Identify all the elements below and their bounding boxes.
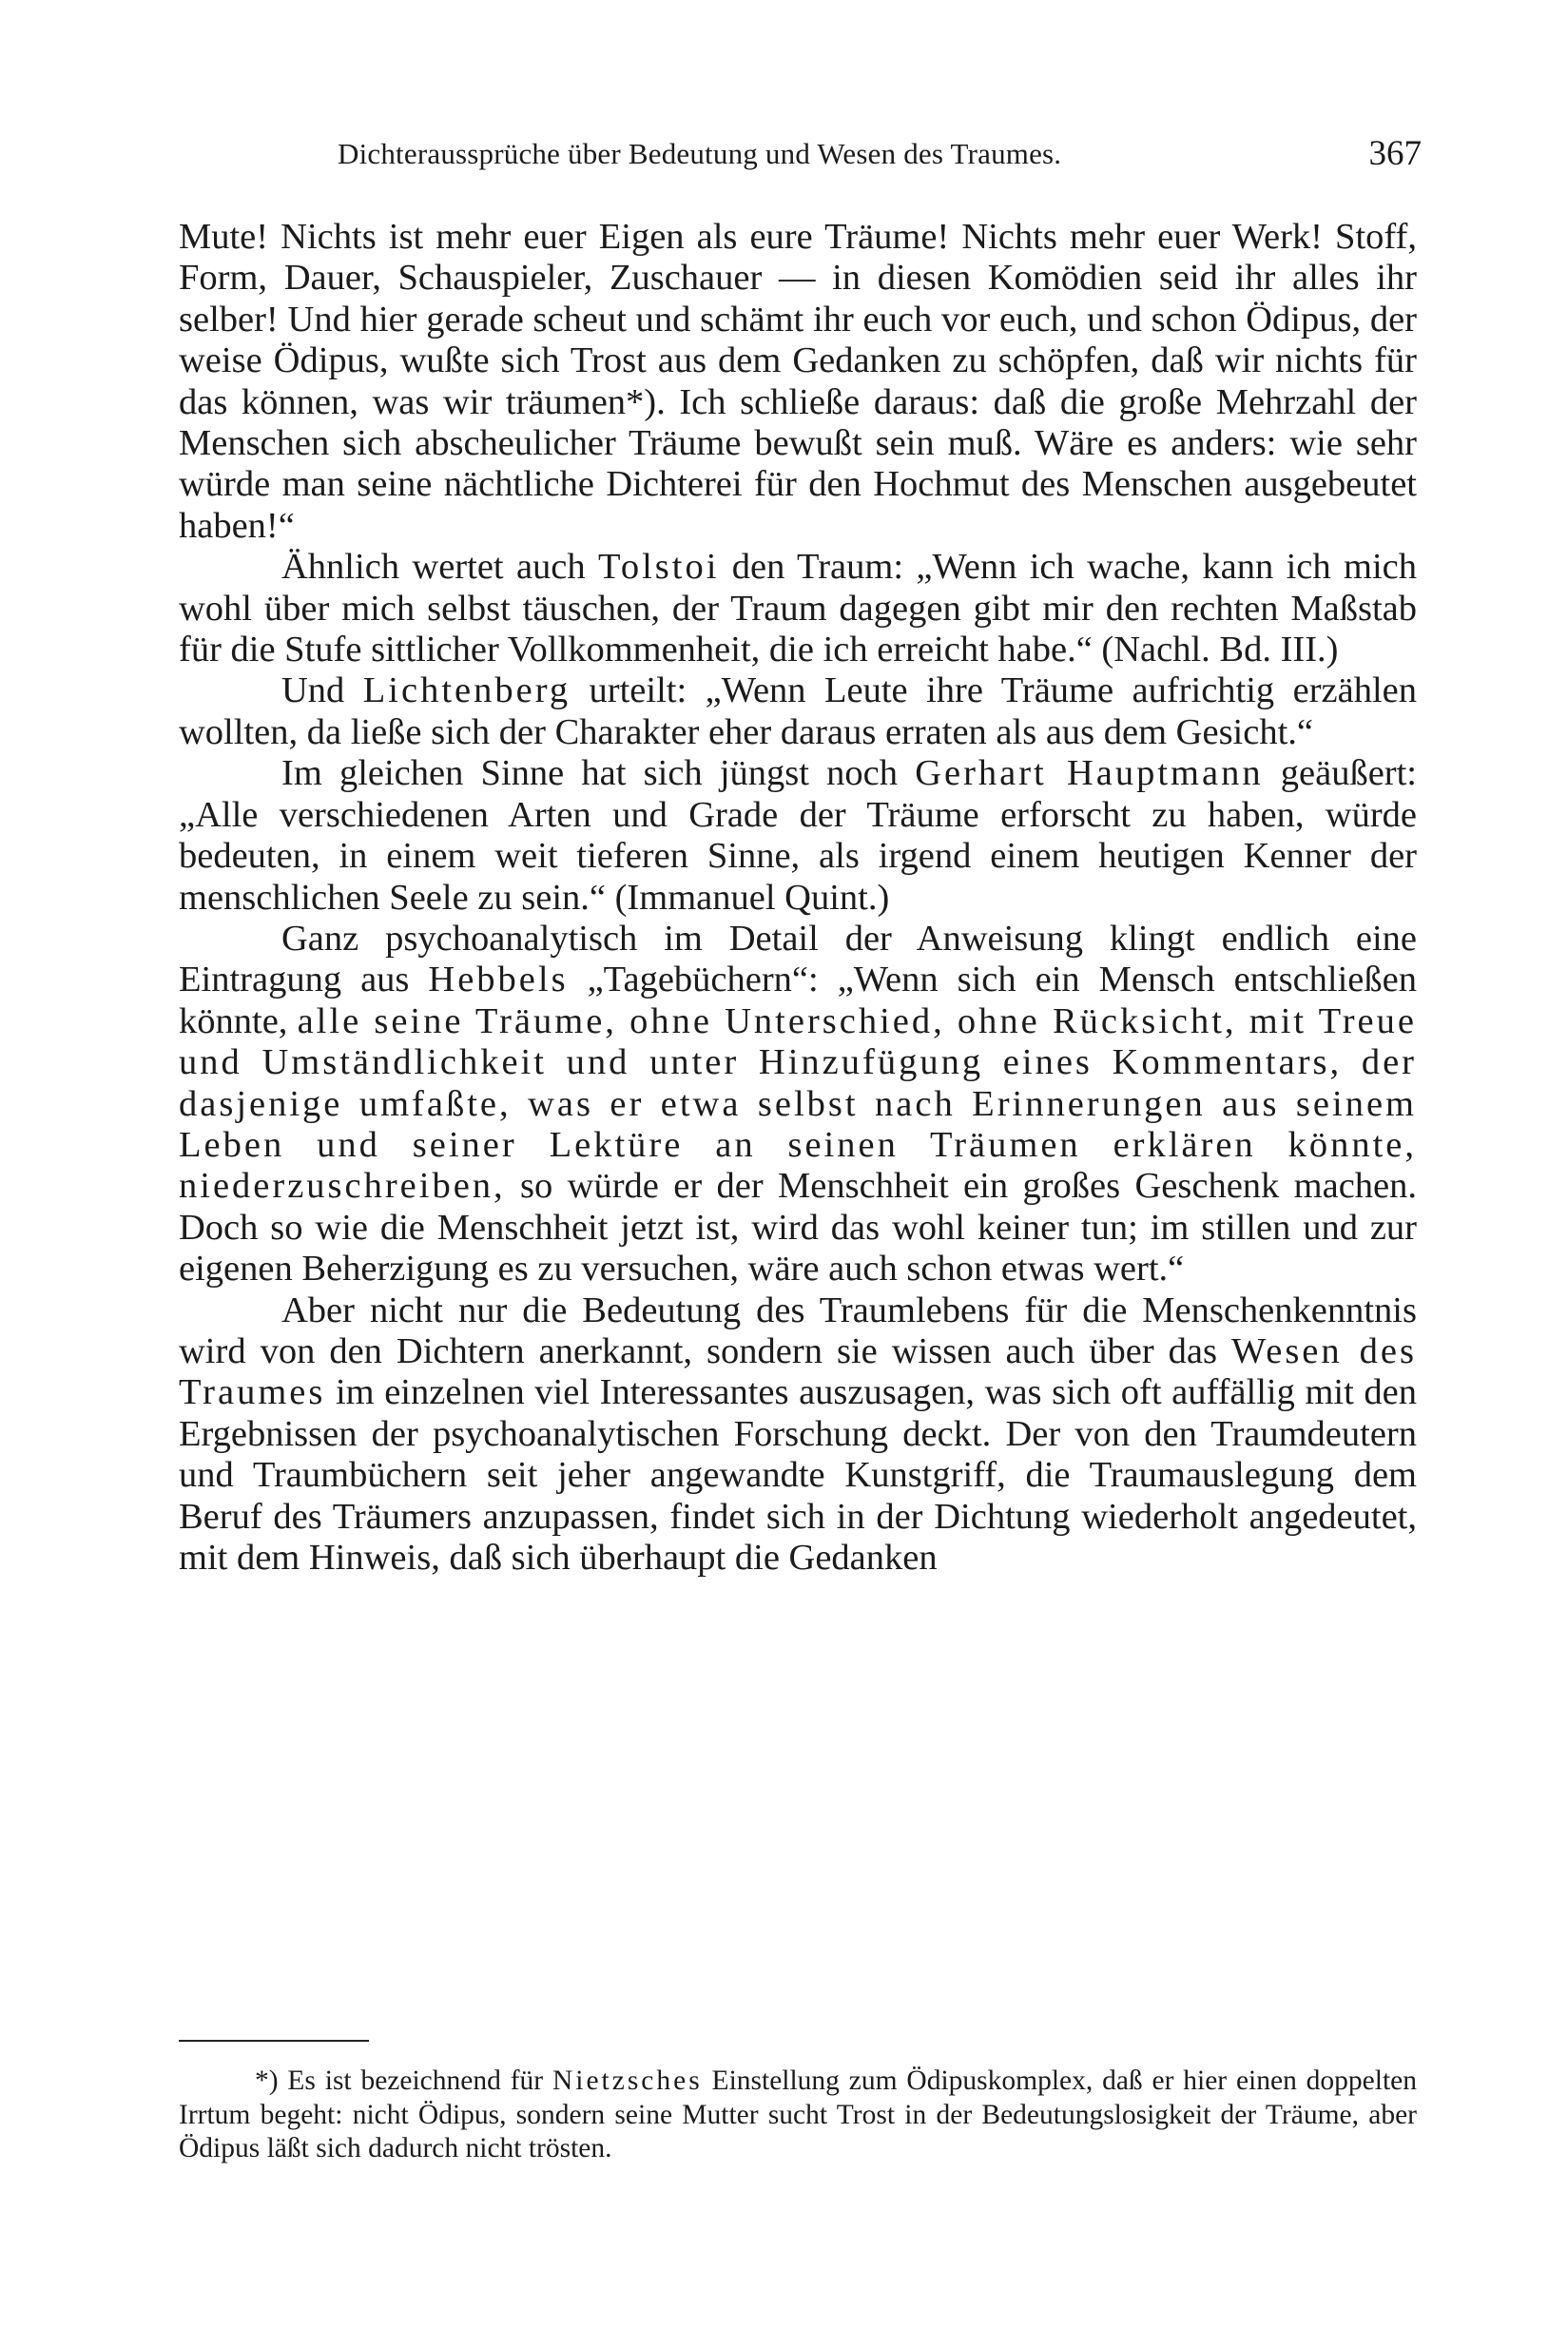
main-text xyxy=(179,217,1417,1579)
paragraph-5 xyxy=(179,919,1417,1290)
paragraph-4 xyxy=(179,753,1417,919)
running-title: Dichteraussprüche über Bedeutung und Wesen des Traumes. xyxy=(338,137,1062,170)
author-name-tolstoi: Tolstoi xyxy=(598,547,720,588)
paragraph-3-quote: urteilt: „Wenn Leute ihre Träume aufrichtig erzählen wollten, da ließe sich der Charakter eher daraus erraten als aus dem Gesicht.“ xyxy=(179,670,1417,752)
paragraph-5-emphasis: alle seine Träume, ohne Unterschied, ohne Rücksicht, mit Treue und Umständlichkeit und unter Hinzufügung eines Kommentars, der dasjenige umfaßte, was er etwa selbst nach Erinnerungen aus seinem Leben und seiner Lektüre an seinen Träumen erklären könnte, niederzuschreiben, xyxy=(179,1000,1417,1207)
author-name-nietzsche: Nietzsches xyxy=(552,2066,703,2096)
author-name-hebbel: Hebbels xyxy=(428,960,569,1000)
paragraph-4-quote: geäußert: „Alle verschiedenen Arten und Grade der Träume erforscht zu haben, würde bedeuten, in einem weit tieferen Sinne, als irgend einem heutigen Kenner der menschlichen Seele zu sein.“ (Immanuel Quint.) xyxy=(179,753,1417,918)
paragraph-3-text: Und xyxy=(281,670,363,711)
footnote-end: Einstellung zum Ödipuskomplex, daß er hier einen doppelten Irrtum begeht: nicht Ödipus, sondern seine Mutter sucht Trost in der Bedeutungslosigkeit der Träume, aber Ödipus läßt sich dadurch nicht trösten. xyxy=(179,2066,1417,2163)
paragraph-2 xyxy=(179,547,1417,670)
page-header xyxy=(338,133,1422,175)
paragraph-5-end: so würde er der Menschheit ein großes Geschenk machen. Doch so wie die Menschheit jetzt ist, wird das wohl keiner tun; im stillen und zur eigenen Beherzigung es zu versuchen, wäre auch schon etwas wert.“ xyxy=(179,1166,1417,1290)
paragraph-6-end: im einzelnen viel Interessantes auszusagen, was sich oft auffällig mit den Ergebnissen der psychoanalytischen Forschung deckt. Der von den Traumdeutern und Traumbüchern seit jeher angewandte Kunstgriff, die Traumauslegung dem Beruf des Träumers anzupassen, findet sich in der Dichtung wiederholt angedeutet, mit dem Hinweis, daß sich überhaupt die Gedanken xyxy=(179,1372,1417,1578)
paragraph-2-text: Ähnlich wertet auch xyxy=(281,547,599,588)
paragraph-5-text: Ganz psychoanalytisch im Detail der Anweisung klingt endlich eine Eintragung aus xyxy=(179,918,1417,1000)
paragraph-1: Mute! Nichts ist mehr euer Eigen als eure Träume! Nichts mehr euer Werk! Stoff, Form, Dauer, Schauspieler, Zuschauer — in diesen Komödien seid ihr alles ihr selber! Und hier gerade scheut und schämt ihr euch vor euch, und schon Ödipus, der weise Ödipus, wußte sich Trost aus dem Gedanken zu schöpfen, daß wir nichts für das können, was wir träumen*). Ich schließe daraus: daß die große Mehrzahl der Menschen sich abscheulicher Träume bewußt sein muß. Wäre es anders: wie sehr würde man seine nächtliche Dichterei für den Hochmut des Menschen ausgebeutet haben!“ xyxy=(179,217,1417,546)
footnote-text xyxy=(179,2065,1417,2166)
footnote xyxy=(179,2065,1417,2166)
author-name-hauptmann: Gerhart Hauptmann xyxy=(915,753,1264,794)
paragraph-6-emphasis: Wesen des Traumes xyxy=(179,1330,1417,1413)
paragraph-3 xyxy=(179,670,1417,753)
paragraph-6-text: Aber nicht nur die Bedeutung des Traumlebens für die Menschenkenntnis wird von den Dichtern anerkannt, sondern sie wissen auch über das xyxy=(179,1290,1417,1371)
footnote-divider xyxy=(179,2040,369,2042)
footnote-start: *) Es ist bezeichnend für xyxy=(255,2066,552,2096)
author-name-lichtenberg: Lichtenberg xyxy=(362,670,571,711)
page-number: 367 xyxy=(1368,134,1422,173)
paragraph-5-middle: „Tagebüchern“: „Wenn sich ein Mensch entschließen könnte, xyxy=(179,960,1417,1041)
paragraph-2-quote: den Traum: „Wenn ich wache, kann ich mich wohl über mich selbst täuschen, der Traum dagegen gibt mir den rechten Maßstab für die Stufe sittlicher Vollkommenheit, die ich erreicht habe.“ (Nachl. Bd. III.) xyxy=(179,547,1417,670)
paragraph-6 xyxy=(179,1290,1417,1580)
paragraph-4-text: Im gleichen Sinne hat sich jüngst noch xyxy=(281,753,916,794)
